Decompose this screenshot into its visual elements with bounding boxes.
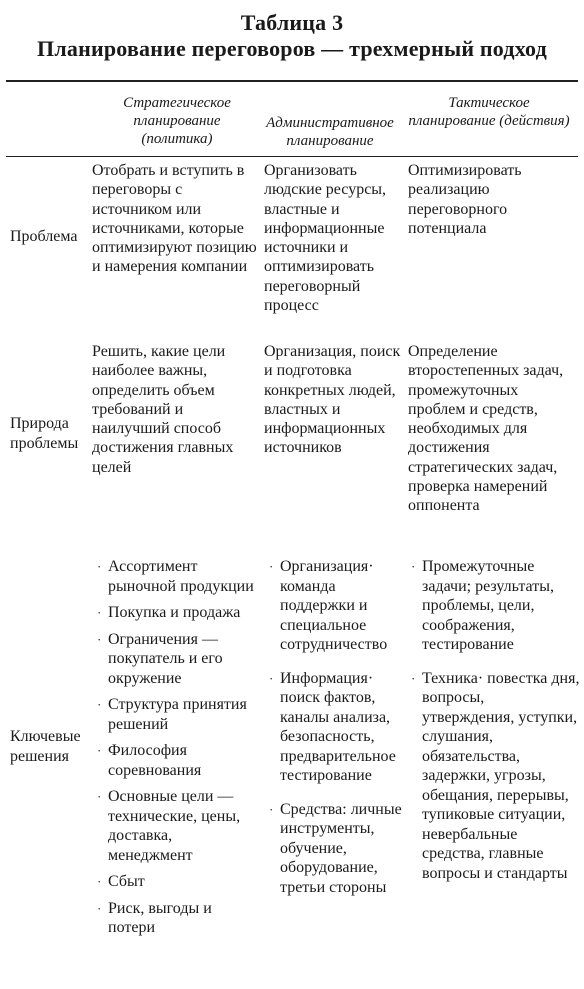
list-item: · Основные цели — технические, цены, доставка, менеджмент — [97, 788, 241, 864]
list-item: · Риск, выгоды и потери — [97, 899, 212, 936]
bullet-dot: · — [97, 789, 102, 804]
bullet-dot: · — [97, 874, 102, 889]
key-decisions-strategic-list — [96, 557, 260, 945]
list-item: · Средства: личные инструменты, обучение, оборудование, третьи стороны — [269, 800, 402, 896]
cell-problem-strategic: Отобрать и вступить в переговоры с источником или источниками, которые оптимизируют позицию и намерения компании — [92, 162, 257, 276]
bullet-dot: · — [269, 801, 274, 817]
table-number: Таблица 3 — [240, 10, 344, 35]
list-item: · Информация· поиск фактов, каналы анализа, безопасность, предварительное тестирование — [269, 669, 396, 784]
cell-nature-strategic: Решить, какие цели наиболее важны, определить объем требований и наилучший способ достижения главных целей — [92, 343, 234, 476]
cell-nature-administrative: Организация, поиск и подготовка конкретных людей, властных и информационных источников — [264, 343, 401, 457]
list-item: · Ограничения — покупатель и его окружение — [97, 630, 223, 687]
cell-nature-tactical: Определение второстепенных задач, промежуточных проблем и средств, необходимых для достижения стратегических задач, проверка намерений оппонента — [408, 343, 564, 515]
bullet-dot: · — [97, 900, 102, 916]
column-header-strategic: Стратегическое планирование (политика) — [123, 95, 231, 147]
list-item: · Философия соревнования — [97, 742, 202, 779]
list-item: · Техника· повестка дня, вопросы, утверждения, уступки, слушания, обязательства, задержки, угрозы, обещания, перерывы, тупиковые ситуации, невербальные средства, главные вопросы и стандарты — [411, 669, 580, 882]
bullet-dot: · — [411, 670, 416, 686]
key-decisions-tactical-list — [410, 557, 580, 897]
row-label-problem: Проблема — [10, 228, 78, 245]
bullet-dot: · — [97, 631, 102, 647]
column-header-administrative: Административное планирование — [266, 115, 394, 149]
bullet-dot: · — [269, 670, 274, 686]
key-decisions-administrative-list — [268, 557, 408, 911]
list-item: · Ассортимент рыночной продукции — [97, 558, 254, 595]
list-item: · Сбыт — [97, 873, 145, 890]
cell-problem-administrative: Организовать людские ресурсы, властные и информационные источники и оптимизировать переговорный процесс — [264, 162, 387, 315]
bullet-dot: · — [97, 559, 102, 574]
row-label-key-decisions: Ключевые решения — [10, 728, 81, 765]
header-rule — [6, 156, 578, 157]
row-label-nature: Природа проблемы — [10, 415, 79, 452]
list-item: · Организация· команда поддержки и специальное сотрудничество — [269, 558, 388, 653]
table-top-rule — [6, 80, 578, 82]
bullet-dot: · — [411, 559, 416, 574]
bullet-dot: · — [97, 743, 102, 758]
list-item: · Покупка и продажа — [97, 604, 241, 621]
column-header-tactical: Тактическое планирование (действия) — [408, 95, 570, 129]
bullet-dot: · — [269, 559, 274, 574]
bullet-dot: · — [97, 605, 102, 620]
cell-problem-tactical: Оптимизировать реализацию переговорного потенциала — [408, 162, 522, 237]
bullet-dot: · — [97, 697, 102, 712]
list-item: · Промежуточные задачи; результаты, проблемы, цели, соображения, тестирование — [411, 558, 554, 653]
table-title: Планирование переговоров — трехмерный подход — [37, 36, 547, 61]
list-item: · Структура принятия решений — [97, 696, 247, 733]
